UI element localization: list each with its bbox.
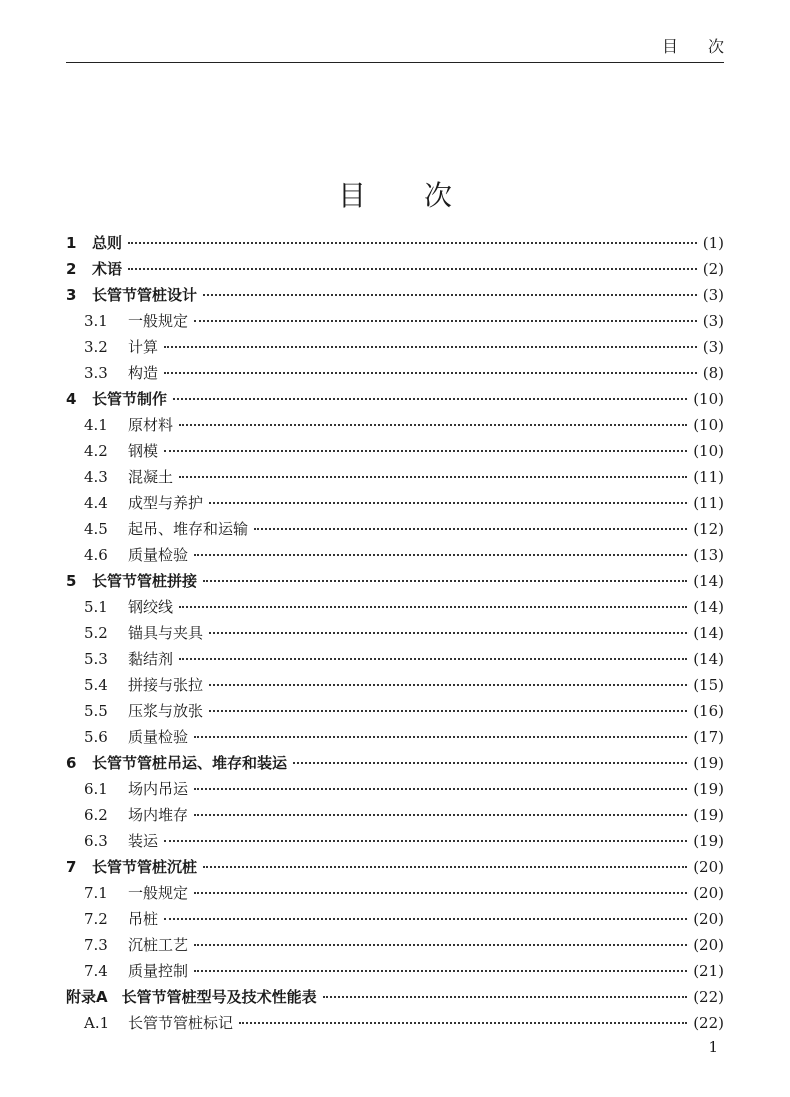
toc-entry-title: 长管节制作 [92, 390, 168, 408]
toc-entry[interactable] [66, 802, 724, 828]
dot-leader [209, 632, 687, 634]
toc-entry[interactable] [66, 958, 724, 984]
toc-entry-page: (20) [693, 910, 724, 928]
toc-entry-number: A.1 [84, 1014, 110, 1032]
dot-leader [203, 866, 687, 868]
toc-entry[interactable] [66, 490, 724, 516]
toc-entry[interactable] [66, 594, 724, 620]
toc-entry-title: 场内吊运 [128, 780, 189, 798]
toc-entry-number: 3 [66, 286, 77, 304]
toc-entry-number: 4.4 [84, 494, 108, 512]
toc-entry[interactable] [66, 984, 724, 1010]
toc-entry-number: 7.2 [84, 910, 108, 928]
toc-entry-title: 长管节管桩标记 [128, 1014, 234, 1032]
toc-entry-page: (20) [693, 884, 724, 902]
toc-entry-title: 钢绞线 [128, 598, 174, 616]
toc-entry-title: 长管节管桩型号及技术性能表 [121, 988, 317, 1006]
toc-entry[interactable] [66, 724, 724, 750]
dot-leader [194, 814, 687, 816]
toc-entry-page: (21) [693, 962, 724, 980]
toc-entry-title: 术语 [92, 260, 123, 278]
toc-entry-number: 4.2 [84, 442, 108, 460]
toc-entry[interactable] [66, 620, 724, 646]
toc-entry[interactable] [66, 828, 724, 854]
toc-entry[interactable] [66, 776, 724, 802]
toc-entry-number: 5.4 [84, 676, 108, 694]
toc-entry-number: 4 [66, 390, 77, 408]
dot-leader [194, 320, 697, 322]
toc-entry-title: 构造 [128, 364, 159, 382]
toc-entry-number: 5.6 [84, 728, 108, 746]
toc-entry-title: 压浆与放张 [128, 702, 204, 720]
toc-entry[interactable] [66, 854, 724, 880]
toc-entry-title: 吊桩 [128, 910, 159, 928]
toc-entry-page: (12) [693, 520, 724, 538]
toc-entry[interactable] [66, 750, 724, 776]
toc-entry-title: 沉桩工艺 [128, 936, 189, 954]
dot-leader [194, 892, 687, 894]
toc-entry[interactable] [66, 672, 724, 698]
toc-entry-title: 起吊、堆存和运输 [128, 520, 249, 538]
toc-entry[interactable] [66, 568, 724, 594]
toc-entry-title: 质量检验 [128, 546, 189, 564]
toc-entry-title: 拼接与张拉 [128, 676, 204, 694]
dot-leader [209, 710, 687, 712]
toc-entry-page: (22) [693, 988, 724, 1006]
toc-entry[interactable] [66, 230, 724, 256]
toc-entry-number: 7.4 [84, 962, 108, 980]
toc-entry-page: (19) [693, 754, 724, 772]
toc-entry-page: (19) [693, 832, 724, 850]
toc-entry-number: 4.6 [84, 546, 108, 564]
page-title [0, 174, 790, 214]
toc-entry-page: (15) [693, 676, 724, 694]
toc-entry-page: (8) [702, 364, 724, 382]
toc-entry-number: 7.3 [84, 936, 108, 954]
toc-entry-number: 附录A [66, 988, 108, 1006]
toc-entry-number: 4.1 [84, 416, 108, 434]
toc-entry-number: 4.5 [84, 520, 108, 538]
dot-leader [179, 606, 687, 608]
toc-entry-number: 5 [66, 572, 77, 590]
toc-entry-number: 5.3 [84, 650, 108, 668]
toc-entry[interactable] [66, 464, 724, 490]
toc-entry-page: (3) [702, 286, 724, 304]
toc-entry-title: 锚具与夹具 [128, 624, 204, 642]
dot-leader [323, 996, 688, 998]
toc-entry[interactable] [66, 1010, 724, 1036]
dot-leader [293, 762, 687, 764]
dot-leader [179, 476, 687, 478]
toc-entry-title: 原材料 [128, 416, 174, 434]
dot-leader [194, 970, 687, 972]
toc-entry-page: (11) [693, 494, 724, 512]
toc-entry-title: 质量检验 [128, 728, 189, 746]
dot-leader [179, 424, 687, 426]
dot-leader [128, 268, 697, 270]
toc-entry[interactable] [66, 360, 724, 386]
toc-entry-page: (1) [702, 234, 724, 252]
toc-entry-page: (22) [693, 1014, 724, 1032]
toc-entry-number: 2 [66, 260, 77, 278]
toc-entry-number: 3.1 [84, 312, 108, 330]
dot-leader [164, 346, 697, 348]
header-rule [66, 62, 724, 63]
toc-entry-page: (14) [693, 572, 724, 590]
dot-leader [194, 788, 687, 790]
page-title-word-2: 次 [424, 179, 453, 212]
toc-entry-title: 长管节管桩沉桩 [92, 858, 198, 876]
toc-entry-title: 计算 [128, 338, 159, 356]
toc-entry-number: 4.3 [84, 468, 108, 486]
toc-entry-number: 6.1 [84, 780, 108, 798]
toc-entry-title: 长管节管桩吊运、堆存和装运 [92, 754, 288, 772]
toc-entry-page: (17) [693, 728, 724, 746]
dot-leader [179, 658, 687, 660]
toc-entry-title: 总则 [92, 234, 123, 252]
toc-entry-title: 一般规定 [128, 884, 189, 902]
dot-leader [209, 684, 687, 686]
dot-leader [194, 554, 687, 556]
running-header-word-2: 次 [707, 37, 724, 56]
page-number: 1 [708, 1038, 718, 1056]
toc-entry-page: (16) [693, 702, 724, 720]
toc-entry-number: 7.1 [84, 884, 108, 902]
table-of-contents [66, 230, 724, 1036]
toc-entry-page: (3) [702, 312, 724, 330]
toc-entry-page: (3) [702, 338, 724, 356]
dot-leader [194, 736, 687, 738]
toc-entry-page: (10) [693, 390, 724, 408]
toc-entry-page: (20) [693, 858, 724, 876]
toc-entry-page: (14) [693, 650, 724, 668]
toc-entry-number: 6.2 [84, 806, 108, 824]
toc-entry[interactable] [66, 698, 724, 724]
dot-leader [164, 840, 687, 842]
toc-entry-number: 1 [66, 234, 77, 252]
page-title-word-1: 目 [337, 179, 366, 212]
dot-leader [128, 242, 697, 244]
toc-entry[interactable] [66, 880, 724, 906]
dot-leader [254, 528, 687, 530]
toc-entry-number: 7 [66, 858, 77, 876]
toc-entry-number: 5.1 [84, 598, 108, 616]
toc-entry-title: 钢模 [128, 442, 159, 460]
toc-entry-title: 黏结剂 [128, 650, 174, 668]
toc-entry-page: (13) [693, 546, 724, 564]
toc-entry-title: 长管节管桩设计 [92, 286, 198, 304]
dot-leader [203, 294, 697, 296]
toc-entry-number: 5.5 [84, 702, 108, 720]
toc-entry-title: 一般规定 [128, 312, 189, 330]
toc-entry-number: 3.2 [84, 338, 108, 356]
toc-entry-page: (11) [693, 468, 724, 486]
toc-entry-title: 质量控制 [128, 962, 189, 980]
toc-entry-title: 长管节管桩拼接 [92, 572, 198, 590]
toc-entry-page: (10) [693, 416, 724, 434]
toc-entry[interactable] [66, 646, 724, 672]
running-header [662, 34, 724, 57]
dot-leader [194, 944, 687, 946]
toc-entry-title: 装运 [128, 832, 159, 850]
toc-entry-title: 混凝土 [128, 468, 174, 486]
toc-entry[interactable] [66, 308, 724, 334]
toc-entry[interactable] [66, 516, 724, 542]
toc-entry[interactable] [66, 906, 724, 932]
toc-entry-number: 6 [66, 754, 77, 772]
toc-entry-title: 场内堆存 [128, 806, 189, 824]
dot-leader [164, 918, 687, 920]
toc-entry[interactable] [66, 334, 724, 360]
toc-entry[interactable] [66, 932, 724, 958]
toc-entry-title: 成型与养护 [128, 494, 204, 512]
toc-entry-number: 6.3 [84, 832, 108, 850]
running-header-word-1: 目 [661, 37, 678, 56]
toc-entry-page: (14) [693, 598, 724, 616]
dot-leader [164, 372, 697, 374]
toc-entry-page: (14) [693, 624, 724, 642]
toc-entry[interactable] [66, 412, 724, 438]
dot-leader [209, 502, 687, 504]
toc-entry[interactable] [66, 438, 724, 464]
toc-entry-number: 5.2 [84, 624, 108, 642]
toc-entry[interactable] [66, 386, 724, 412]
toc-entry-page: (20) [693, 936, 724, 954]
dot-leader [173, 398, 687, 400]
dot-leader [239, 1022, 687, 1024]
toc-entry-page: (19) [693, 806, 724, 824]
toc-entry[interactable] [66, 256, 724, 282]
toc-entry[interactable] [66, 282, 724, 308]
toc-entry-page: (19) [693, 780, 724, 798]
toc-entry-page: (10) [693, 442, 724, 460]
toc-entry-number: 3.3 [84, 364, 108, 382]
dot-leader [164, 450, 687, 452]
toc-entry-page: (2) [702, 260, 724, 278]
toc-entry[interactable] [66, 542, 724, 568]
dot-leader [203, 580, 687, 582]
